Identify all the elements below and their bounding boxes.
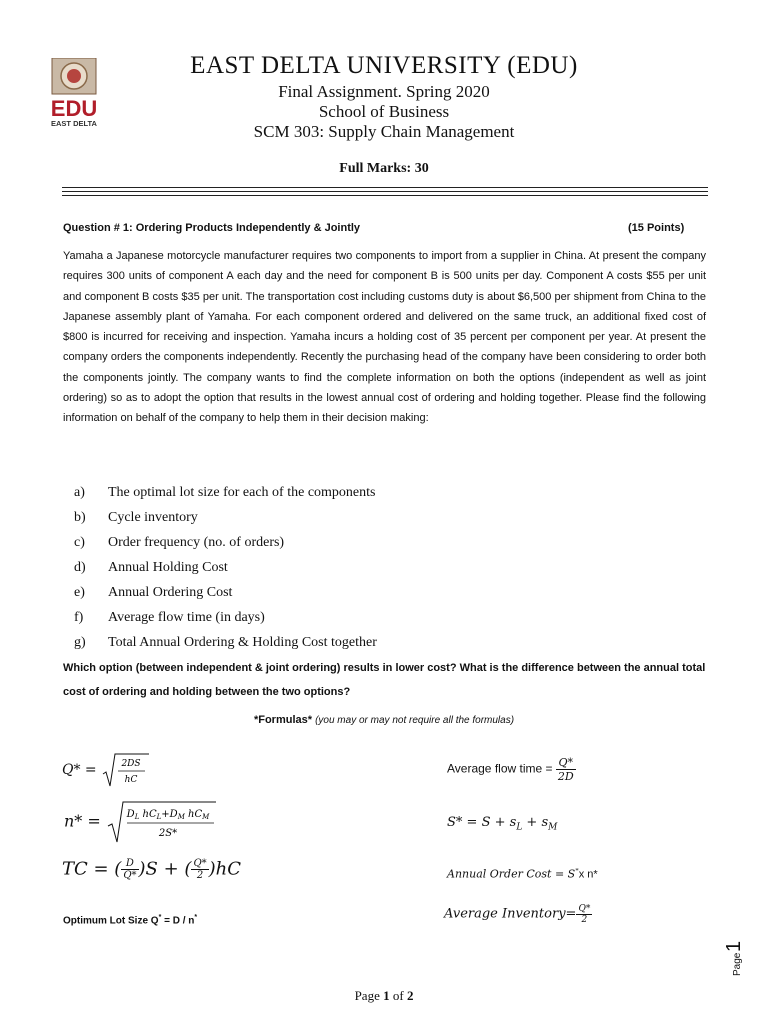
page-footer <box>0 988 768 1004</box>
university-title: EAST DELTA UNIVERSITY (EDU) <box>190 52 578 79</box>
annual-order-cost-label: Annual Order Cost = S <box>447 867 576 881</box>
list-item <box>74 505 377 530</box>
svg-text:hC: hC <box>124 775 138 785</box>
list-item <box>74 630 377 655</box>
formula-total-cost: TC = ( $\frac{D}{Q*}$ )S + ( $\frac{Q*}{2}$ )hC <box>62 858 242 881</box>
avg-flow-label: Average flow time = <box>447 761 553 776</box>
formulas-note: (you may or may not require all the formulas) <box>315 715 515 726</box>
item-letter: g) <box>74 635 86 650</box>
formulas-title: *Formulas* <box>253 714 313 726</box>
svg-text:2S*: 2S* <box>158 828 177 839</box>
page-prefix: Page <box>354 988 384 1003</box>
item-letter: b) <box>74 510 86 525</box>
school-line: School of Business <box>318 102 450 121</box>
divider-bottom <box>62 195 708 196</box>
question-closing: Which option (between independent & joint ordering) results in lower cost? What is the difference between the annual total cost of ordering and holding between the two options? <box>63 662 706 698</box>
formulas-heading <box>0 714 768 726</box>
formula-optimum-lot: Optimum Lot Size Q* = D / n* <box>63 914 198 927</box>
logo-text: EDU <box>50 96 98 121</box>
course-line: SCM 303: Supply Chain Management <box>253 122 515 141</box>
side-label: Page <box>732 952 743 976</box>
item-text: Total Annual Ordering & Holding Cost together <box>108 635 377 650</box>
divider-middle <box>62 191 708 192</box>
page-side-marker <box>722 930 762 980</box>
annual-order-cost-tail: x n* <box>578 868 598 881</box>
formula-annual-order-cost: Annual Order Cost = S*x n* <box>447 867 598 881</box>
task-list <box>74 480 377 655</box>
page-mid: of <box>389 988 407 1003</box>
question-heading: Question # 1: Ordering Products Independently & Jointly <box>63 222 361 234</box>
item-text: The optimal lot size for each of the components <box>108 485 376 500</box>
svg-text:2DS: 2DS <box>121 759 141 769</box>
formula-nstar: n* = $D_L$ $hC_L+D_M$ $hC_M$ 2S* <box>64 800 218 844</box>
item-letter: c) <box>74 535 85 550</box>
divider-top <box>62 187 708 188</box>
list-item <box>74 530 377 555</box>
formula-avg-inventory: Average Inventory= $\frac{Q*}{2}$ <box>444 904 591 925</box>
formula-avg-flow: Average flow time = $\frac{Q*}{2D}$ <box>447 756 574 783</box>
item-letter: e) <box>74 585 85 600</box>
optimum-lot-label: Optimum Lot Size Q <box>63 915 159 927</box>
item-letter: f) <box>74 610 84 625</box>
avg-inventory-label: Average Inventory <box>444 906 566 922</box>
page-total: 2 <box>406 988 414 1003</box>
formula-sstar: $S* = S + s_L + s_M$ <box>447 815 558 833</box>
item-text: Cycle inventory <box>108 510 198 525</box>
side-number: 1 <box>723 940 745 952</box>
list-item <box>74 480 377 505</box>
item-text: Annual Holding Cost <box>108 560 228 575</box>
optimum-lot-tail: = D / n <box>161 915 195 927</box>
full-marks: Full Marks: 30 <box>339 161 429 176</box>
question-points: (15 Points) <box>628 222 685 234</box>
list-item <box>74 605 377 630</box>
page-current: 1 <box>383 988 390 1003</box>
item-text: Annual Ordering Cost <box>108 585 233 600</box>
svg-text:DL hCL+DM hCM: $D_L$ $hC_L+D_M$ $hC_M$ <box>126 809 210 821</box>
item-letter: d) <box>74 560 86 575</box>
assignment-line: Final Assignment. Spring 2020 <box>278 82 490 101</box>
question-body: Yamaha a Japanese motorcycle manufacturer requires two components to import from a supplier in China. At present the company requires 300 units of component A each day and the need for component B is 500 units per day. Component A costs $55 per unit and component B costs $35 per unit. The transportation cost including customs duty is about $6,500 per shipment from China to the Japanese assembly plant of Yamaha. For each component ordered and delivered on the same truck, an additional fixed cost of $800 is incurred for receiving and inspection. Yamaha incurs a holding cost of 35 percent per component per year. At present the company orders the components independently. Recently the purchasing head of the company have been considering to order both the components jointly. The company wants to find the complete information on both the options (independent as well as joint ordering) so as to adopt the option that results in the lowest annual cost of ordering and holding together. Please find the following information on behalf of the company to help them in their decision making: <box>63 250 706 425</box>
item-text: Average flow time (in days) <box>108 610 265 625</box>
item-letter: a) <box>74 485 85 500</box>
formula-eoq: Q* = 2DS hC <box>62 752 149 788</box>
item-text: Order frequency (no. of orders) <box>108 535 285 550</box>
logo-subtext: EAST DELTA <box>51 119 97 128</box>
list-item <box>74 580 377 605</box>
list-item <box>74 555 377 580</box>
